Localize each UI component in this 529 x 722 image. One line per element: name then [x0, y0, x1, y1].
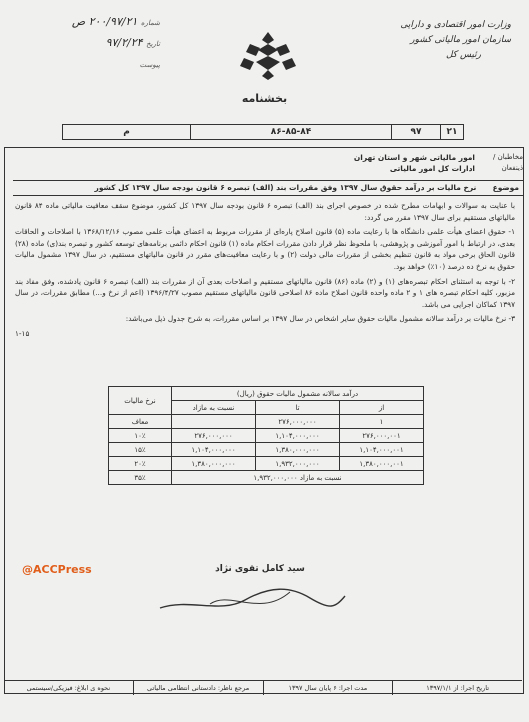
table-cell [172, 415, 256, 429]
footer-cell: مدت اجرا: ۶ پایان سال ۱۳۹۷ [263, 681, 393, 695]
table-cell: ۲۷۶,۰۰۰,۰۰۰ [172, 429, 256, 443]
watermark: @ACCPress [22, 563, 92, 576]
table-cell: ۱۰٪ [109, 429, 172, 443]
excess-header: نسبت به مازاد [172, 401, 256, 415]
table-cell: ۲۷۶,۰۰۰,۰۰۱ [340, 429, 424, 443]
circular-body [15, 200, 515, 343]
footer-cell: مرجع ناظر: دادستانی انتظامی مالیاتی [133, 681, 263, 695]
table-row [109, 415, 424, 429]
number-label: شماره [140, 19, 160, 27]
tax-organization-emblem-icon [238, 30, 298, 82]
code-cell: ۸۶-۸۵-۸۴ [190, 125, 391, 139]
table-row [109, 471, 424, 485]
ministry-line-2: سازمان امور مالیاتی کشور [410, 35, 511, 45]
table-cell: ۱,۳۸۰,۰۰۰,۰۰۱ [340, 457, 424, 471]
body-paragraph: ۳- نرخ مالیات بر درآمد سالانه مشمول مالیات حقوق سایر اشخاص در سال ۱۳۹۷ بر اساس مقررات، به شرح جدول ذیل می‌باشد: [125, 314, 515, 324]
code-cell: ۹۷ [391, 125, 440, 139]
table-title: درآمد سالانه مشمول مالیات حقوق (ریال) [172, 387, 424, 401]
subject-label: موضوع [492, 183, 519, 192]
table-cell: ۲۷۶,۰۰۰,۰۰۰ [256, 415, 340, 429]
subject-row [13, 180, 523, 196]
classification-code-strip [62, 124, 464, 140]
body-paragraph: ۱-۱۵ [15, 328, 30, 338]
table-cell: نسبت به مازاد ۱,۹۳۲,۰۰۰,۰۰۰ [172, 471, 424, 485]
code-cell: م [123, 127, 130, 137]
recipients-label: مخاطبان / [493, 153, 523, 161]
signer-name: سید کامل تقوی نژاد [215, 564, 305, 574]
table-cell: ۱۵٪ [109, 443, 172, 457]
recipients-label-2: ذینفعان [501, 164, 523, 172]
ministry-line-3: رئیس کل [445, 50, 481, 60]
tax-rate-table [108, 386, 424, 485]
rate-header: نرخ مالیات [109, 387, 172, 415]
document-date: ۹۷/۲/۲۴ [105, 36, 143, 49]
table-cell: ۱,۳۸۰,۰۰۰,۰۰۰ [172, 457, 256, 471]
recipient-line-2: ادارات کل امور مالیاتی [389, 164, 475, 173]
from-header: از [340, 401, 424, 415]
footer-cell: تاریخ اجرا: از ۱۳۹۷/۱/۱ [392, 681, 522, 695]
table-cell: ۱,۱۰۴,۰۰۰,۰۰۰ [172, 443, 256, 457]
body-paragraph: ۲- با توجه به استثنای احکام تبصره‌های (۱) و (۲) ماده (۸۶) قانون مالیاتهای مستقیم و اصلاحات بعدی آن از مقررات بند (الف) تبصره ۶ قانون یادشده، وفق مفاد بند مزبور، کلیه احکام تبصره های ۱ و ۲ ماده واحده قانون اصلاح ماده ۸۶ اصلاحی قانون مالیاتهای مستقیم مصوب ۱۳۹۶/۴/۲۷ (اعم از نرخ و...) مطابق مقررات، در سال ۱۳۹۷ کماکان اجرایی می باشد. [15, 276, 516, 309]
handwritten-signature [150, 578, 350, 622]
table-cell: ۱,۱۰۴,۰۰۰,۰۰۰ [256, 429, 340, 443]
footer-cell: نحوه ی ابلاغ: فیزیکی/سیستمی [26, 684, 111, 692]
page-title: بخشنامه [241, 92, 288, 105]
table-cell: ۳۵٪ [109, 471, 172, 485]
table-row [109, 443, 424, 457]
date-label: تاریخ [146, 40, 160, 48]
attachment-label: پیوست [139, 61, 160, 69]
table-row [109, 457, 424, 471]
table-cell: ۱,۱۰۴,۰۰۰,۰۰۱ [340, 443, 424, 457]
subject-text: نرخ مالیات بر درآمد حقوق سال ۱۳۹۷ وفق مقررات بند (الف) تبصره ۶ قانون بودجه سال ۱۳۹۷ کل کشور [94, 183, 477, 192]
table-cell: ۲۰٪ [109, 457, 172, 471]
recipients-block [27, 152, 523, 174]
ministry-header [361, 18, 511, 63]
table-cell: ۱,۹۳۲,۰۰۰,۰۰۰ [256, 457, 340, 471]
body-paragraph: ۱- حقوق اعضای هیأت علمی دانشگاه ها با رعایت ماده (۵) قانون اصلاح پاره‌ای از مقررات مربوط به اعضای هیأت علمی مصوب ۱۳۶۸/۱۲/۱۶ با اصلاحات و الحاقات بعدی، در ارتباط با امور آموزشی و پژوهشی، با ملحوظ نظر قرار دادن مقررات احکام ماده (۱) قانون احکام دائمی برنامه‌های توسعه کشور و تبصره بند(ی) ماده (۲۸) قانون الحاق برخی مواد به قانون تنظیم بخشی از مقررات مالی دولت (۲) و با رعایت معافیت‌های مقرر در قانون مالیاتهای مستقیم، در سال ۱۳۹۷ مشمول مالیات حقوق به نرخ ده درصد (۱۰٪) خواهد بود. [15, 227, 515, 271]
document-number: ۲۰۰/۹۷/۲۱ ص [71, 15, 138, 28]
document-meta [20, 12, 160, 75]
table-cell: ۱,۳۸۰,۰۰۰,۰۰۰ [256, 443, 340, 457]
footer-strip [4, 680, 522, 695]
to-header: تا [256, 401, 340, 415]
code-cell: ۲۱ [440, 125, 463, 139]
recipient-line-1: امور مالیاتی شهر و استان تهران [353, 153, 475, 162]
body-paragraph: با عنایت به سوالات و ابهامات مطرح شده در خصوص اجرای بند (الف) تبصره ۶ قانون بودجه سال ۱۳۹۷ کل کشور، موضوع سقف معافیت مالیاتی ماده ۸۴ قانون مالیاتهای مستقیم برای سال ۱۳۹۷ مقرر می گردد: [15, 201, 515, 222]
table-row [109, 429, 424, 443]
ministry-line-1: وزارت امور اقتصادی و دارایی [400, 20, 511, 30]
table-cell: ۱ [340, 415, 424, 429]
table-cell: معاف [109, 415, 172, 429]
